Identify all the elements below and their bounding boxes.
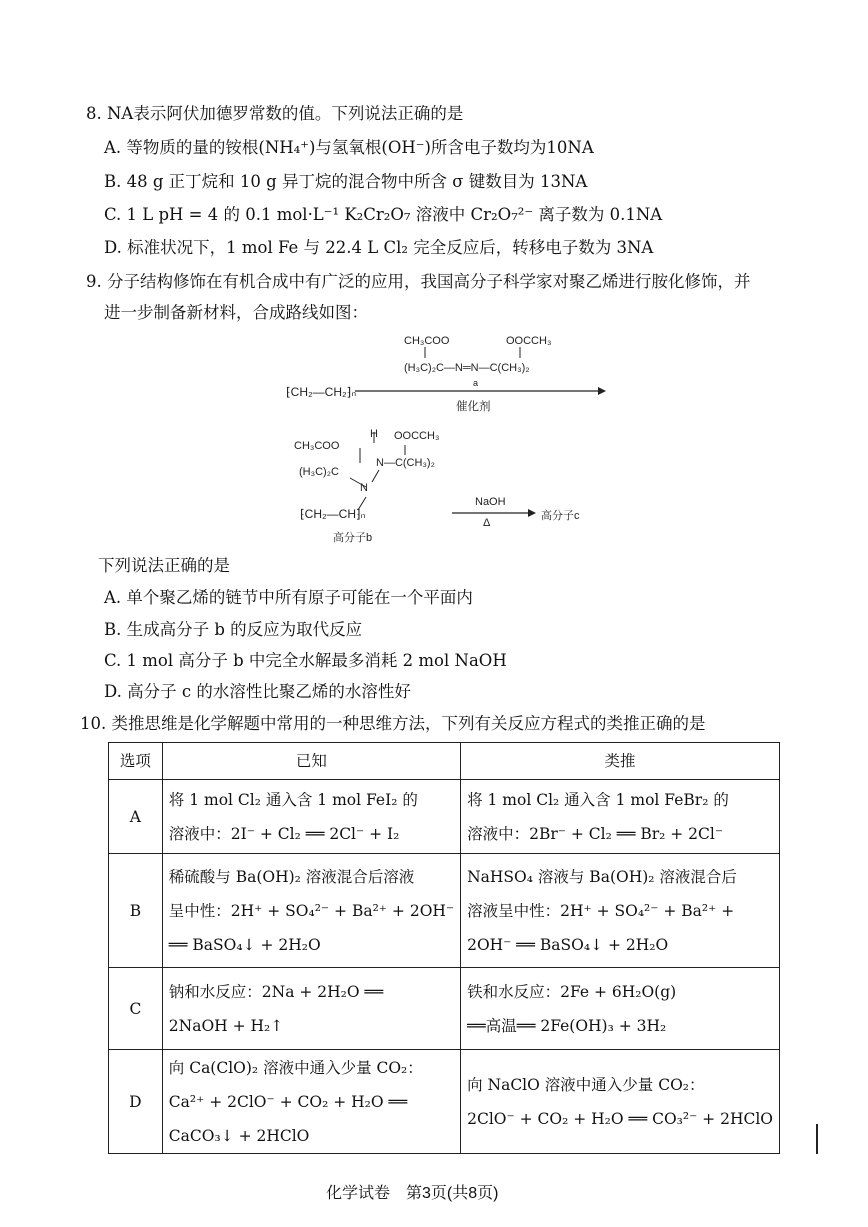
polyethylene: ⁅CH₂—CH₂⁆ₙ: [286, 385, 357, 399]
margin-mark: [816, 1124, 818, 1154]
q9-stem-line1: 9. 分子结构修饰在有机合成中有广泛的应用，我国高分子科学家对聚乙烯进行胺化修饰，并: [86, 272, 751, 291]
row-b-known-line2: 呈中性：2H⁺ + SO₄²⁻ + Ba²⁺ + 2OH⁻: [168, 901, 455, 920]
row-a-known-line1: 将 1 mol Cl₂ 通入含 1 mol FeI₂ 的: [168, 790, 418, 809]
row-d-known-line1: 向 Ca(ClO)₂ 溶液中通入少量 CO₂：: [168, 1058, 423, 1077]
q9-option-b: B. 生成高分子 b 的反应为取代反应: [104, 620, 363, 639]
page-footer: 化学试卷 第3页(共8页): [326, 1185, 499, 1202]
row-d-known-line3: CaCO₃↓ + 2HClO: [168, 1126, 310, 1145]
row-d-option: D: [109, 1050, 163, 1154]
row-a-infer-line1: 将 1 mol Cl₂ 通入含 1 mol FeBr₂ 的: [467, 790, 729, 809]
q9-sub-stem: 下列说法正确的是: [98, 556, 230, 575]
row-d-known-line2: Ca²⁺ + 2ClO⁻ + CO₂ + H₂O ══: [168, 1092, 408, 1111]
row-a-option: A: [109, 780, 163, 854]
header-known: 已知: [162, 743, 460, 780]
table-row: [109, 780, 780, 854]
polymer-c-label: 高分子c: [541, 510, 580, 522]
q9-option-c: C. 1 mol 高分子 b 中完全水解最多消耗 2 mol NaOH: [104, 651, 507, 670]
scheme-bonds: [0, 0, 868, 560]
q9-option-a: A. 单个聚乙烯的链节中所有原子可能在一个平面内: [104, 588, 473, 607]
row-a-known: [162, 780, 460, 854]
b-ester: OOCCH₃: [394, 430, 440, 442]
b-acetate: CH₃COO: [294, 440, 340, 452]
row-b-infer-line2: 溶液呈中性：2H⁺ + SO₄²⁻ + Ba²⁺ +: [467, 901, 735, 920]
q8-option-d: D. 标准状况下，1 mol Fe 与 22.4 L Cl₂ 完全反应后，转移电子数为 3NA: [104, 238, 654, 257]
row-d-infer-line1: 向 NaClO 溶液中通入少量 CO₂：: [467, 1075, 705, 1094]
q8-option-a: A. 等物质的量的铵根(NH₄⁺)与氢氧根(OH⁻)所含电子数均为10NA: [104, 138, 594, 157]
row-a-infer-line2: 溶液中：2Br⁻ + Cl₂ ══ Br₂ + 2Cl⁻: [467, 824, 724, 843]
table-row: [109, 1050, 780, 1154]
q8-option-c: C. 1 L pH = 4 的 0.1 mol·L⁻¹ K₂Cr₂O₇ 溶液中 Cr₂O₇²⁻ 离子数为 0.1NA: [104, 205, 663, 224]
catalyst-label: 催化剂: [456, 401, 491, 413]
q10-stem: 10. 类推思维是化学解题中常用的一种思维方法，下列有关反应方程式的类推正确的是: [80, 714, 706, 733]
naoh-label: NaOH: [475, 496, 506, 508]
row-b-infer-line3: 2OH⁻ ══ BaSO₄↓ + 2H₂O: [467, 935, 669, 954]
table-header-row: [109, 743, 780, 780]
row-a-infer: [461, 780, 780, 854]
row-b-option: B: [109, 854, 163, 968]
row-c-infer: [461, 968, 780, 1050]
row-d-known: [162, 1050, 460, 1154]
row-a-known-line2: 溶液中：2I⁻ + Cl₂ ══ 2Cl⁻ + I₂: [168, 824, 400, 843]
row-c-known-line1: 钠和水反应：2Na + 2H₂O ══: [168, 982, 384, 1001]
q8-option-b: B. 48 g 正丁烷和 10 g 异丁烷的混合物中所含 σ 键数目为 13NA: [104, 172, 588, 191]
row-b-known: [162, 854, 460, 968]
polymer-b-label: 高分子b: [333, 532, 373, 544]
b-hydrogen: H: [370, 428, 378, 440]
row-b-infer: [461, 854, 780, 968]
row-c-infer-line2: ══高温══ 2Fe(OH)₃ + 3H₂: [467, 1016, 667, 1035]
comparison-table: [108, 742, 780, 1154]
q8-stem: 8. NA表示阿伏加德罗常数的值。下列说法正确的是: [86, 104, 464, 123]
row-b-known-line1: 稀硫酸与 Ba(OH)₂ 溶液混合后溶液: [168, 867, 415, 886]
synthesis-scheme: [0, 0, 868, 560]
heat-symbol: Δ: [483, 517, 491, 529]
b-chain: ⁅CH₂—CH⁆ₙ: [300, 507, 366, 521]
b-nitrogen: N: [360, 482, 368, 494]
row-d-infer: [461, 1050, 780, 1154]
row-c-known: [162, 968, 460, 1050]
reagent-acetate-left: CH₃COO: [404, 335, 450, 347]
b-n-carbon: N—C(CH₃)₂: [376, 457, 435, 469]
row-d-infer-line2: 2ClO⁻ + CO₂ + H₂O ══ CO₃²⁻ + 2HClO: [467, 1109, 773, 1128]
row-c-known-line2: 2NaOH + H₂↑: [168, 1016, 284, 1035]
reagent-label-a: a: [473, 378, 479, 388]
header-option: 选项: [109, 743, 163, 780]
header-infer: 类推: [461, 743, 780, 780]
table-row: [109, 968, 780, 1050]
row-b-known-line3: ══ BaSO₄↓ + 2H₂O: [168, 935, 321, 954]
reagent-acetate-right: OOCCH₃: [506, 335, 552, 347]
table-row: [109, 854, 780, 968]
row-c-option: C: [109, 968, 163, 1050]
q9-stem-line2: 进一步制备新材料，合成路线如图：: [104, 303, 368, 322]
row-c-infer-line1: 铁和水反应：2Fe + 6H₂O(g): [467, 982, 677, 1001]
q9-option-d: D. 高分子 c 的水溶性比聚乙烯的水溶性好: [104, 682, 411, 701]
b-h3c: (H₃C)₂C: [299, 466, 339, 478]
reagent-azo-core: (H₃C)₂C—N═N—C(CH₃)₂: [404, 362, 530, 374]
row-b-infer-line1: NaHSO₄ 溶液与 Ba(OH)₂ 溶液混合后: [467, 867, 737, 886]
